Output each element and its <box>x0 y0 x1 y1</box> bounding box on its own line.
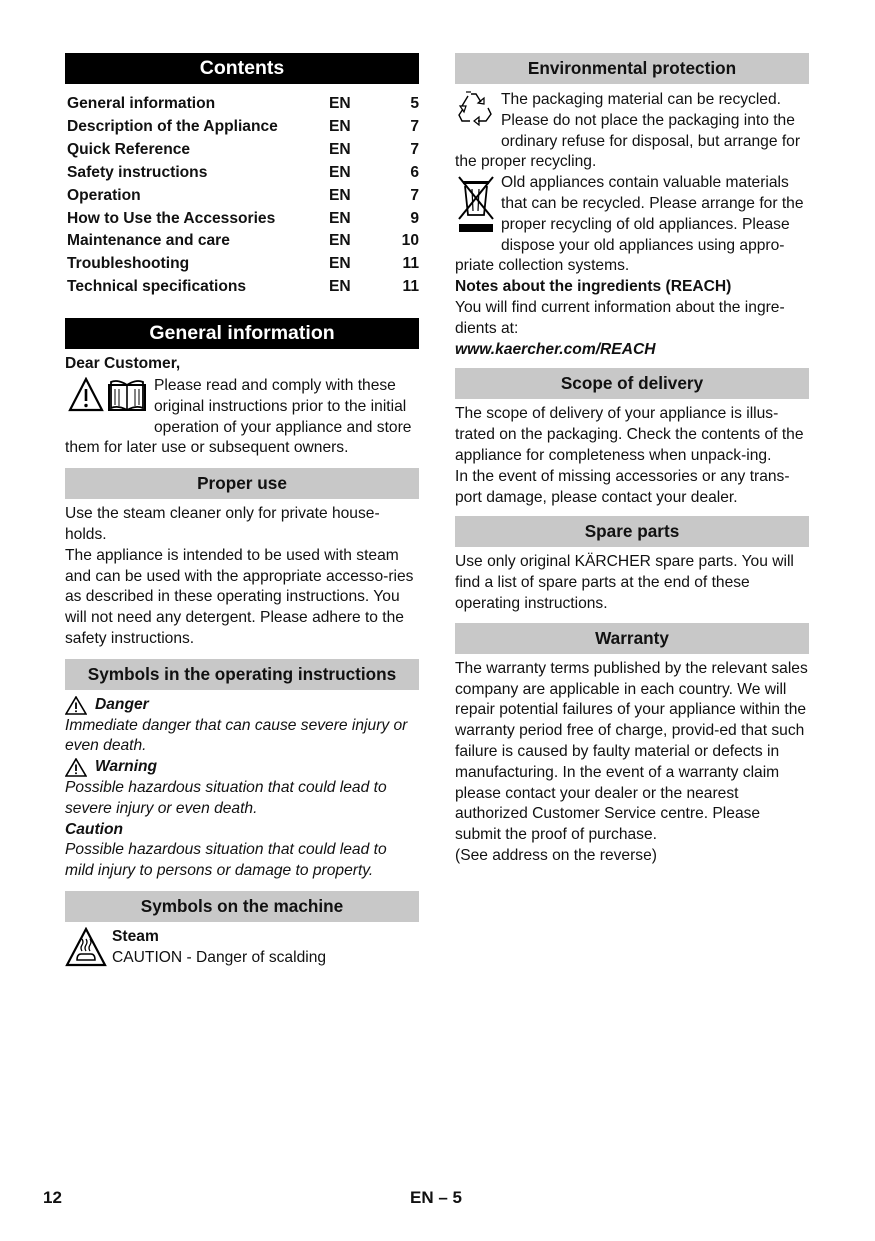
hot-steam-warning-icon <box>65 927 107 967</box>
contents-entry-lang: EN <box>329 278 351 296</box>
contents-entry-lang: EN <box>329 186 351 204</box>
right-column <box>455 53 809 867</box>
contents-entry-page: 7 <box>410 140 419 158</box>
packaging-text: The packaging material can be recycled. Please do not place the packaging into the ordinary refuse for disposal, but arrange for the proper recycling. <box>455 91 801 171</box>
warning-title <box>65 757 419 778</box>
contents-entry-page: 5 <box>410 95 419 112</box>
contents-row[interactable] <box>65 208 419 231</box>
page-section-label: EN – 5 <box>410 1188 462 1207</box>
crossed-bin-icon <box>457 175 495 240</box>
contents-entry-title: Description of the Appliance <box>67 117 278 135</box>
spare-parts-header: Spare parts <box>455 516 809 547</box>
contents-entry-page: 9 <box>410 209 419 227</box>
steam-text: CAUTION - Danger of scalding <box>112 948 327 966</box>
danger-label: Danger <box>95 695 149 713</box>
contents-entry-page: 10 <box>401 232 419 250</box>
danger-title <box>65 695 419 716</box>
proper-use-p2: The appliance is intended to be used with steam and can be used with the appropriate accesso-ries as described in these operating instructions. You will not need any detergent. Please adhere to the safety instructions. <box>65 546 414 647</box>
scope-p1: The scope of delivery of your appliance is illus-trated on the packaging. Check the contents of the appliance for completeness when unpack-ing. <box>455 405 804 464</box>
greeting: Dear Customer, <box>65 355 181 373</box>
contents-entry-title: Quick Reference <box>67 140 191 158</box>
proper-use-p1: Use the steam cleaner only for private house-holds. <box>65 505 380 543</box>
contents-entry-lang: EN <box>329 117 351 135</box>
contents-entry-title: How to Use the Accessories <box>67 209 276 227</box>
contents-header: Contents <box>65 53 419 84</box>
contents-entry-title: Maintenance and care <box>67 232 230 250</box>
weee-block <box>455 173 809 277</box>
reach-url[interactable]: www.kaercher.com/REACH <box>455 340 656 358</box>
contents-row[interactable] <box>65 162 419 185</box>
contents-row[interactable] <box>65 185 419 208</box>
reach-heading: Notes about the ingredients (REACH) <box>455 278 732 296</box>
contents-entry-lang: EN <box>329 140 351 158</box>
page-number: 12 <box>43 1188 62 1207</box>
contents-entry-page: 11 <box>402 255 419 273</box>
left-column <box>65 53 419 968</box>
contents-row[interactable] <box>65 276 419 299</box>
contents-row[interactable] <box>65 253 419 276</box>
contents-row[interactable] <box>65 139 419 162</box>
environmental-protection-header: Environmental protection <box>455 53 809 84</box>
contents-entry-title: Operation <box>67 186 141 204</box>
proper-use-header: Proper use <box>65 468 419 499</box>
intro-text: Please read and comply with these original instructions prior to the initial operation of your appliance and store them for later use or subsequent owners. <box>65 376 412 457</box>
caution-text: Possible hazardous situation that could lead to mild injury to persons or damage to property. <box>65 841 387 880</box>
warranty-note: (See address on the reverse) <box>455 846 657 864</box>
steam-label: Steam <box>112 927 159 945</box>
caution-label: Caution <box>65 820 124 838</box>
steam-symbol-block <box>65 927 419 969</box>
general-information-header: General information <box>65 318 419 349</box>
contents-entry-page: 7 <box>410 117 419 135</box>
danger-text: Immediate danger that can cause severe injury or even death. <box>65 716 408 755</box>
warranty-header: Warranty <box>455 623 809 654</box>
warranty-text: The warranty terms published by the relevant sales company are applicable in each country. We will repair potential failures of your appliance within the warranty period free of charge, provid-ed that such failure is caused by faulty material or defects in manufacturing. In the event of a warranty claim please contact your dealer or the nearest authorized Customer Service centre. Please submit the proof of purchase. <box>455 659 808 844</box>
recycling-icon <box>457 90 495 133</box>
warning-manual-icon <box>68 377 148 420</box>
contents-entry-title: Safety instructions <box>67 163 208 181</box>
contents-entry-title: Technical specifications <box>67 278 247 296</box>
contents-entry-lang: EN <box>329 255 351 273</box>
contents-entry-lang: EN <box>329 163 351 181</box>
recycle-block <box>455 90 809 173</box>
warning-text: Possible hazardous situation that could lead to severe injury or even death. <box>65 778 387 817</box>
spare-parts-text: Use only original KÄRCHER spare parts. You will find a list of spare parts at the end of these operating instructions. <box>455 553 794 612</box>
contents-entry-page: 6 <box>410 163 419 181</box>
contents-row[interactable] <box>65 116 419 139</box>
warning-triangle-icon <box>65 758 87 777</box>
symbols-instructions-header: Symbols in the operating instructions <box>65 659 419 690</box>
contents-entry-title: General information <box>67 95 216 112</box>
contents-entry-page: 11 <box>402 278 419 296</box>
contents-entry-lang: EN <box>329 232 351 250</box>
symbols-machine-header: Symbols on the machine <box>65 891 419 922</box>
contents-entry-lang: EN <box>329 95 351 112</box>
read-instructions-block <box>65 376 419 459</box>
scope-p2: In the event of missing accessories or any trans-port damage, please contact your dealer. <box>455 467 790 506</box>
contents-entry-lang: EN <box>329 209 351 227</box>
scope-of-delivery-header: Scope of delivery <box>455 368 809 399</box>
contents-row[interactable] <box>65 93 419 116</box>
reach-text: You will find current information about the ingre-dients at: <box>455 298 785 337</box>
contents-table <box>65 93 419 299</box>
danger-warning-icon <box>65 696 87 715</box>
contents-row[interactable] <box>65 230 419 253</box>
contents-entry-page: 7 <box>410 186 419 204</box>
old-appliances-text: Old appliances contain valuable materials that can be recycled. Please arrange for the proper recycling of old appliances. Please dispose your old appliances using appro-priate collection systems. <box>455 174 804 275</box>
warning-label: Warning <box>95 758 158 776</box>
contents-entry-title: Troubleshooting <box>67 255 190 273</box>
